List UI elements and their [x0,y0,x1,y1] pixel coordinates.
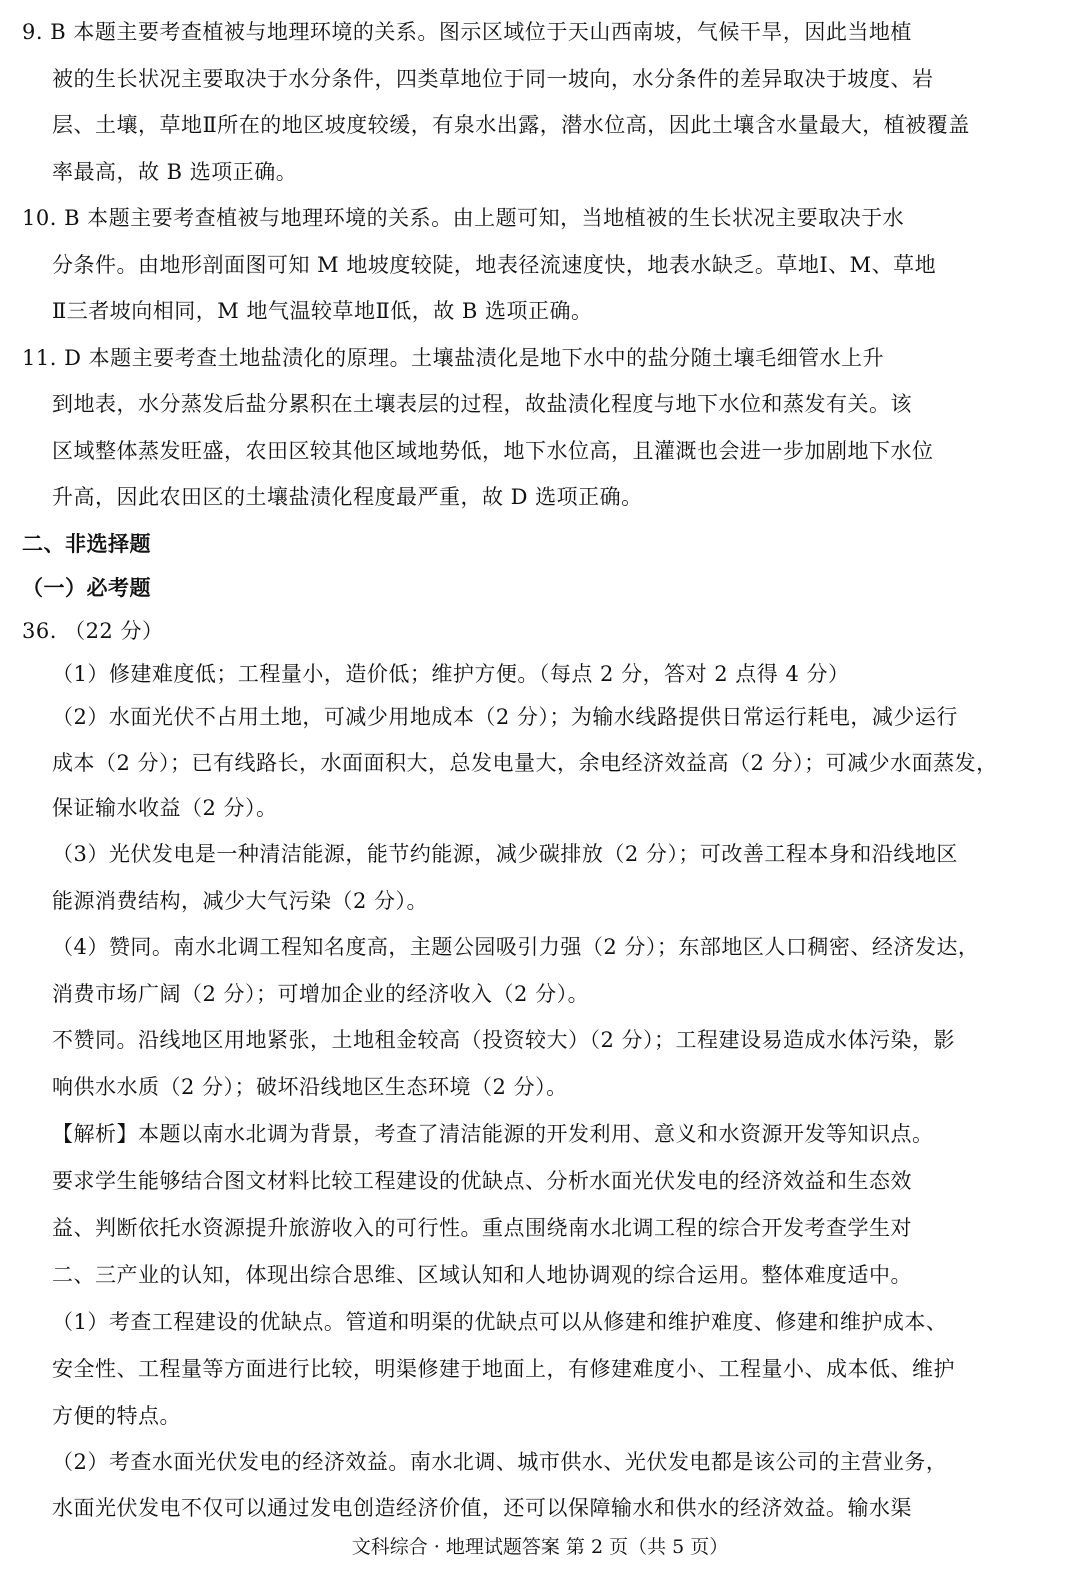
q10-line-1: 10. B 本题主要考查植被与地理环境的关系。由上题可知，当地植被的生长状况主要取决于水 [22,206,905,230]
q36-part4-line4: 响供水水质（2 分）；破坏沿线地区生态环境（2 分）。 [52,1075,568,1099]
q36-part4-line1: （4）赞同。南水北调工程知名度高，主题公园吸引力强（2 分）；东部地区人口稠密、经济发达， [52,935,980,959]
q9-line-2: 被的生长状况主要取决于水分条件，四类草地位于同一坡向，水分条件的差异取决于坡度、岩 [52,67,934,91]
q36-part2-line1: （2）水面光伏不占用土地，可减少用地成本（2 分）；为输水线路提供日常运行耗电，减少运行 [52,705,958,729]
analysis-line-5: （1）考查工程建设的优缺点。管道和明渠的优缺点可以从修建和维护难度、修建和维护成本、 [52,1310,948,1334]
q9-line-4: 率最高，故 B 选项正确。 [52,160,298,184]
q11-line-1: 11. D 本题主要考查土地盐渍化的原理。土壤盐渍化是地下水中的盐分随土壤毛细管水上升 [22,346,885,370]
q36-part2-line2: 成本（2 分）；已有线路长，水面面积大，总发电量大，余电经济效益高（2 分）；可减少水面蒸发， [52,751,998,775]
q10-line-3: Ⅱ三者坡向相同，M 地气温较草地Ⅱ低，故 B 选项正确。 [52,299,593,323]
analysis-line-1: 【解析】本题以南水北调为背景，考查了清洁能源的开发利用、意义和水资源开发等知识点。 [52,1122,934,1146]
analysis-line-9: 水面光伏发电不仅可以通过发电创造经济价值，还可以保障输水和供水的经济效益。输水渠 [52,1496,912,1520]
q36-part2-line3: 保证输水收益（2 分）。 [52,796,278,820]
q9-line-1: 9. B 本题主要考查植被与地理环境的关系。图示区域位于天山西南坡，气候干旱，因此当地植 [22,20,912,44]
q11-line-2: 到地表，水分蒸发后盐分累积在土壤表层的过程，故盐渍化程度与地下水位和蒸发有关。该 [52,392,912,416]
analysis-line-2: 要求学生能够结合图文材料比较工程建设的优缺点、分析水面光伏发电的经济效益和生态效 [52,1169,912,1193]
q36-heading: 36. （22 分） [22,619,164,643]
q36-part1: （1）修建难度低；工程量小，造价低；维护方便。（每点 2 分，答对 2 点得 4 分） [52,662,850,686]
analysis-line-3: 益、判断依托水资源提升旅游收入的可行性。重点围绕南水北调工程的综合开发考查学生对 [52,1216,912,1240]
q11-line-4: 升高，因此农田区的土壤盐渍化程度最严重，故 D 选项正确。 [52,485,643,509]
subsection-heading: （一）必考题 [22,576,151,600]
q36-part3-line2: 能源消费结构，减少大气污染（2 分）。 [52,889,429,913]
analysis-line-8: （2）考查水面光伏发电的经济效益。南水北调、城市供水、光伏发电都是该公司的主营业务， [52,1450,948,1474]
analysis-line-7: 方便的特点。 [52,1404,181,1428]
q10-line-2: 分条件。由地形剖面图可知 M 地坡度较陡，地表径流速度快，地表水缺乏。草地Ⅰ、M、草地 [52,253,937,277]
section-heading: 二、非选择题 [22,532,151,556]
q36-part3-line1: （3）光伏发电是一种清洁能源，能节约能源，减少碳排放（2 分）；可改善工程本身和沿线地区 [52,842,958,866]
page-footer: 文科综合 · 地理试题答案 第 2 页（共 5 页） [351,1536,729,1558]
analysis-line-6: 安全性、工程量等方面进行比较，明渠修建于地面上，有修建难度小、工程量小、成本低、维护 [52,1357,955,1381]
q11-line-3: 区域整体蒸发旺盛，农田区较其他区域地势低，地下水位高，且灌溉也会进一步加剧地下水位 [52,439,934,463]
q9-line-3: 层、土壤，草地Ⅱ所在的地区坡度较缓，有泉水出露，潜水位高，因此土壤含水量最大，植被覆盖 [52,113,970,137]
q36-part4-line2: 消费市场广阔（2 分）；可增加企业的经济收入（2 分）。 [52,982,590,1006]
analysis-line-4: 二、三产业的认知，体现出综合思维、区域认知和人地协调观的综合运用。整体难度适中。 [52,1263,912,1287]
q36-part4-line3: 不赞同。沿线地区用地紧张，土地租金较高（投资较大）（2 分）；工程建设易造成水体污染，影 [52,1028,956,1052]
